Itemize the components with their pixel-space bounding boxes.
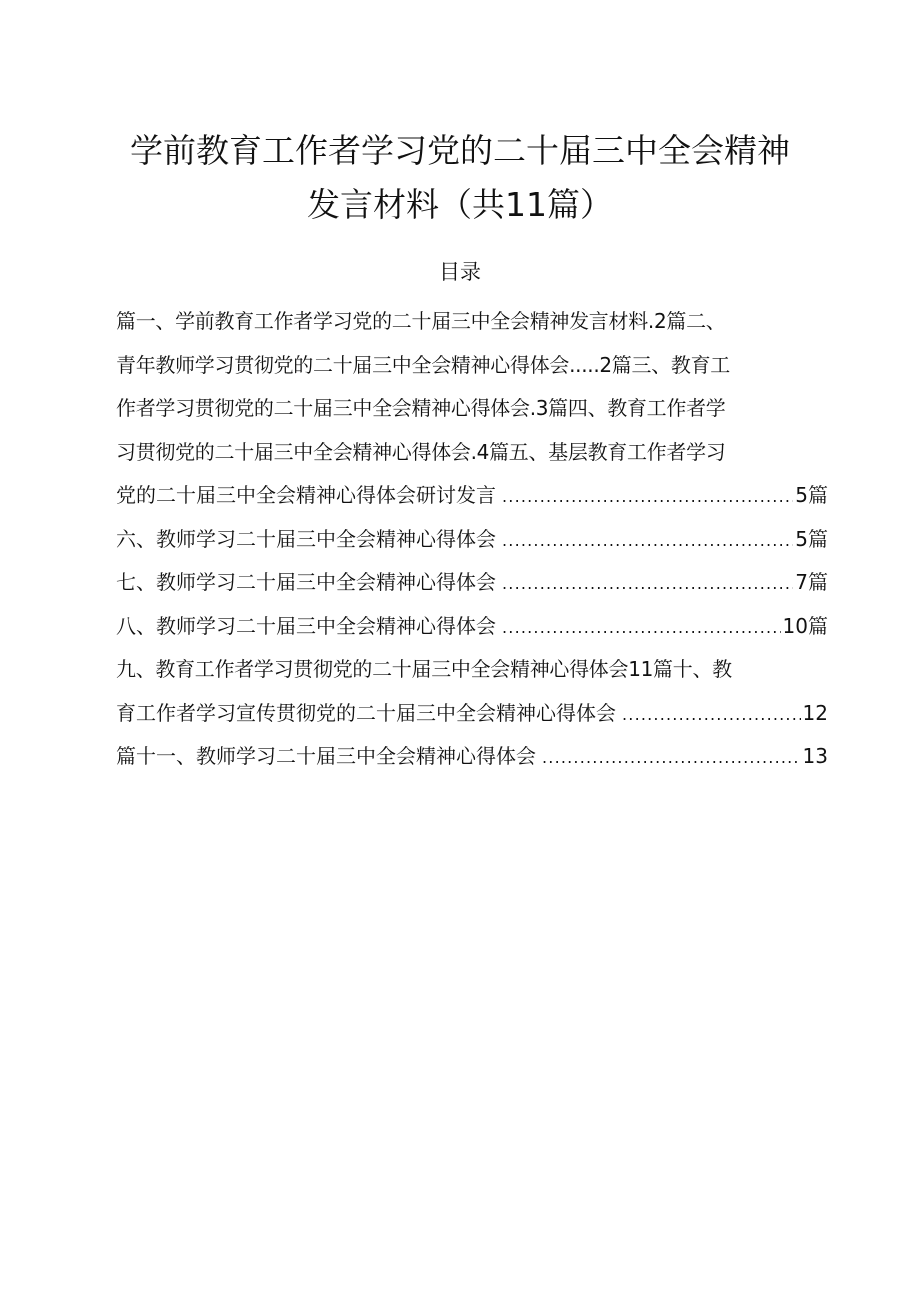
toc-entry-page: 7篇 [795,570,828,594]
toc-line-text: 青年教师学习贯彻党的二十届三中全会精神心得体会.....2篇三、教育工 [116,352,731,377]
title-line-2: 发言材料（共11篇） [307,185,613,224]
toc-entry[interactable] [116,474,828,518]
toc-line-text: 九、教育工作者学习贯彻党的二十届三中全会精神心得体会11篇十、教 [116,657,732,681]
toc-line[interactable] [116,431,828,475]
toc-line[interactable] [116,648,828,692]
toc-entry-page: 10篇 [782,613,828,638]
toc-entry-title: 育工作者学习宣传贯彻党的二十届三中全会精神心得体会 [116,700,616,725]
toc-entry-title: 八、教师学习二十届三中全会精神心得体会 [116,613,496,638]
toc-entry[interactable] [116,518,828,562]
toc-entry[interactable] [116,605,828,649]
toc-line[interactable] [116,300,828,344]
toc-entry-title: 篇十一、教师学习二十届三中全会精神心得体会 [116,744,536,768]
toc-entry[interactable] [116,692,828,736]
toc-entry-page: 5篇 [795,526,828,551]
toc-entry-page: 5篇 [795,483,828,507]
document-title [60,124,860,232]
dot-leader [502,519,793,563]
table-of-contents [116,300,828,779]
dot-leader [502,606,781,650]
toc-line-text: 篇一、学前教育工作者学习党的二十届三中全会精神发言材料.2篇二、 [116,309,726,333]
toc-line[interactable] [116,344,828,388]
dot-leader [542,736,801,780]
toc-entry[interactable] [116,561,828,605]
toc-entry-title: 党的二十届三中全会精神心得体会研讨发言 [116,483,496,507]
toc-entry-page: 12 [802,700,828,725]
dot-leader [622,693,801,737]
toc-entry-title: 七、教师学习二十届三中全会精神心得体会 [116,570,496,594]
toc-line-text: 习贯彻党的二十届三中全会精神心得体会.4篇五、基层教育工作者学习 [116,439,726,464]
title-line-1: 学前教育工作者学习党的二十届三中全会精神 [130,131,790,170]
toc-entry-page: 13 [802,744,828,768]
dot-leader [502,475,793,519]
dot-leader [502,562,793,606]
toc-line-text: 作者学习贯彻党的二十届三中全会精神心得体会.3篇四、教育工作者学 [116,396,726,420]
toc-entry[interactable] [116,735,828,779]
toc-heading: 目录 [439,260,481,284]
toc-entry-title: 六、教师学习二十届三中全会精神心得体会 [116,526,496,551]
toc-line[interactable] [116,387,828,431]
